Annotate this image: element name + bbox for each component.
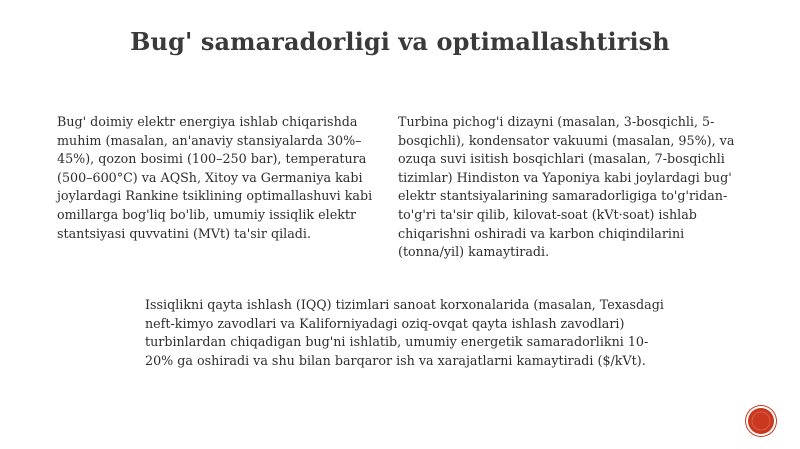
next-slide-button[interactable]: [748, 408, 774, 434]
paragraph-right: Turbina pichog'i dizayni (masalan, 3-bosqichli, 5-bosqichli), kondensator vakuumi (masalan, 95%), va ozuqa suvi isitish bosqichlari (masalan, 7-bosqichli tizimlar) Hindiston va Yaponiya kabi joylardagi bug' elektr stantsiyalarining samaradorligiga to'g'ridan-to'g'ri ta'sir qilib, kilovat-soat (kVt·soat) ishlab chiqarishni oshiradi va karbon chiqindilarini (tonna/yil) kamaytiradi.: [398, 114, 735, 260]
paragraph-bottom: Issiqlikni qayta ishlash (IQQ) tizimlari sanoat korxonalarida (masalan, Texasdagi neft-kimyo zavodlari va Kaliforniyadagi oziq-ovqat qayta ishlash zavodlari) turbinlardan chiqadigan bug'ni ishlatib, umumiy energetik samaradorlikni 10-20% ga oshiradi va shu bilan barqaror ish va xarajatlarni kamaytiradi ($/kVt).: [145, 297, 664, 368]
slide-title: Bug' samaradorligi va optimallashtirish: [130, 27, 670, 56]
paragraph-left: Bug' doimiy elektr energiya ishlab chiqarishda muhim (masalan, an'anaviy stansiyalarda 30%–45%), qozon bosimi (100–250 bar), temperatura (500–600°C) va AQSh, Xitoy va Germaniya kabi joylardagi Rankine tsiklining optimallashuvi kabi omillarga bog'liq bo'lib, umumiy issiqlik elektr stantsiyasi quvvatini (MVt) ta'sir qiladi.: [57, 114, 373, 241]
circle-nav-icon: [748, 408, 774, 434]
